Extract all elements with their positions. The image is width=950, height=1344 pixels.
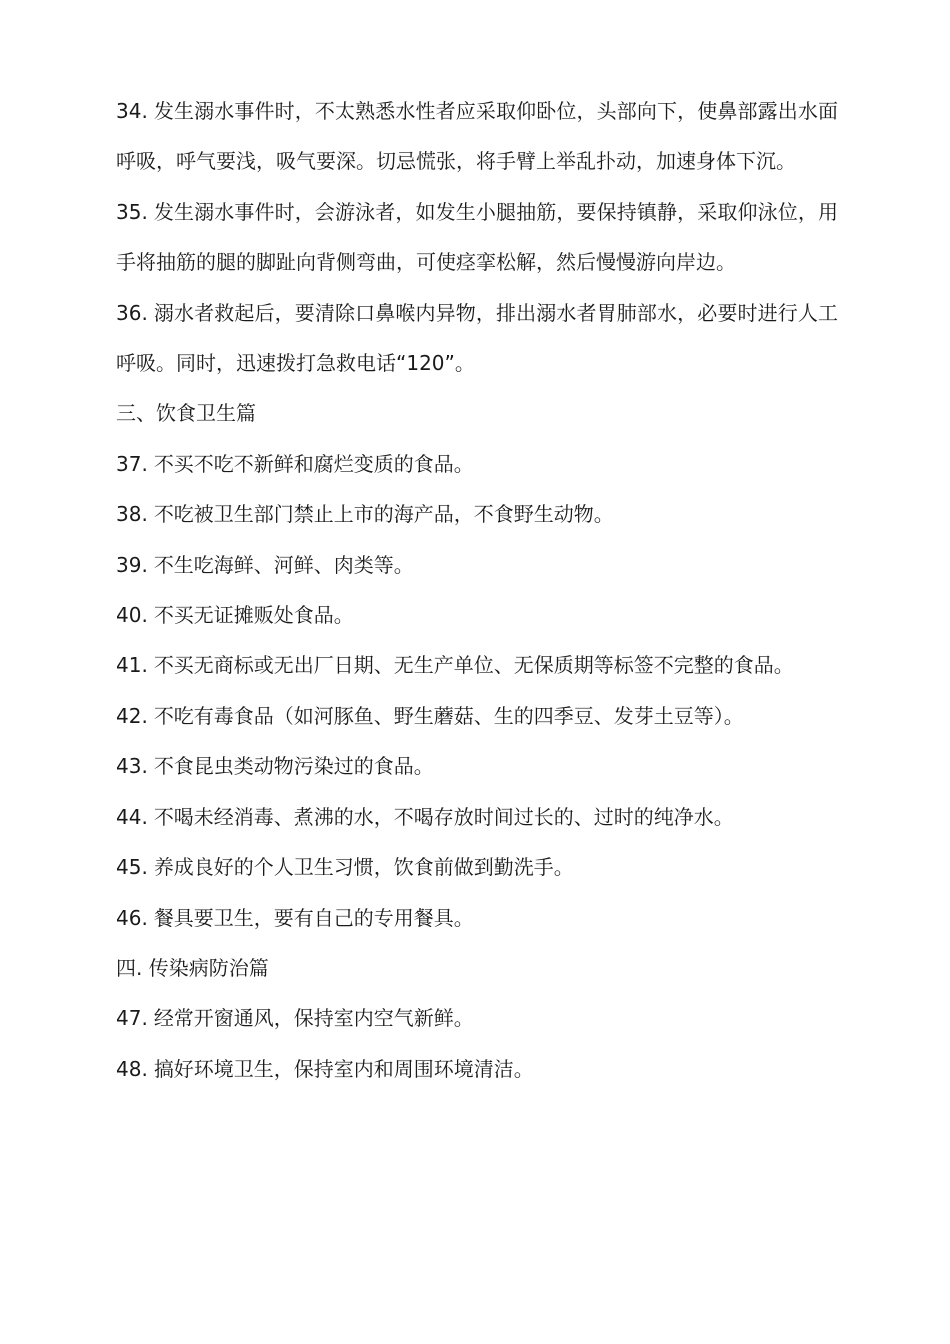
item-35	[116, 187, 838, 288]
item-text: 不买不吃不新鲜和腐烂变质的食品。	[153, 451, 474, 476]
item-text: 养成良好的个人卫生习惯，饮食前做到勤洗手。	[153, 855, 574, 880]
item-44	[116, 792, 838, 842]
section-heading-text: 四. 传染病防治篇	[116, 955, 269, 980]
item-text: 不买无证摊贩处食品。	[153, 603, 354, 628]
item-number: 38.	[116, 502, 148, 527]
item-text: 不买无商标或无出厂日期、无生产单位、无保质期等标签不完整的食品。	[153, 653, 794, 678]
item-text: 餐具要卫生，要有自己的专用餐具。	[153, 905, 474, 930]
item-48	[116, 1044, 838, 1094]
item-40	[116, 590, 838, 640]
section-heading-food-hygiene	[116, 388, 838, 438]
item-45	[116, 842, 838, 892]
item-text: 发生溺水事件时，会游泳者，如发生小腿抽筋，要保持镇静，采取仰泳位，用手将抽筋的腿的脚趾向背侧弯曲，可使痉挛松解，然后慢慢游向岸边。	[116, 199, 838, 275]
item-text: 不吃有毒食品（如河豚鱼、野生蘑菇、生的四季豆、发芽土豆等）。	[153, 703, 744, 728]
item-number: 41.	[116, 653, 148, 678]
item-39	[116, 540, 838, 590]
item-number: 40.	[116, 603, 148, 628]
section-heading-disease-prevention	[116, 943, 838, 993]
item-text: 不生吃海鲜、河鲜、肉类等。	[153, 552, 414, 577]
item-text: 经常开窗通风，保持室内空气新鲜。	[153, 1006, 474, 1031]
item-text: 搞好环境卫生，保持室内和周围环境清洁。	[153, 1056, 534, 1081]
item-number: 46.	[116, 905, 148, 930]
item-text: 不吃被卫生部门禁止上市的海产品，不食野生动物。	[153, 502, 614, 527]
item-text: 溺水者救起后，要清除口鼻喉内异物，排出溺水者胃肺部水，必要时进行人工呼吸。同时，迅速拨打急救电话“120”。	[116, 300, 838, 376]
item-43	[116, 741, 838, 791]
item-text: 不食昆虫类动物污染过的食品。	[153, 754, 434, 779]
item-number: 34.	[116, 99, 148, 123]
item-number: 43.	[116, 754, 148, 779]
item-number: 36.	[116, 300, 148, 325]
item-text: 发生溺水事件时，不太熟悉水性者应采取仰卧位，头部向下，使鼻部露出水面呼吸，呼气要浅，吸气要深。切忌慌张，将手臂上举乱扑动，加速身体下沉。	[116, 99, 838, 174]
item-42	[116, 691, 838, 741]
item-47	[116, 993, 838, 1043]
item-number: 48.	[116, 1056, 148, 1081]
item-number: 39.	[116, 552, 148, 577]
item-number: 44.	[116, 804, 148, 829]
document-body	[116, 86, 838, 1094]
item-46	[116, 893, 838, 943]
item-36	[116, 288, 838, 389]
item-38	[116, 489, 838, 539]
item-34	[116, 86, 838, 187]
section-heading-text: 三、饮食卫生篇	[116, 401, 256, 426]
item-number: 45.	[116, 855, 148, 880]
item-text: 不喝未经消毒、煮沸的水，不喝存放时间过长的、过时的纯净水。	[153, 804, 734, 829]
item-number: 35.	[116, 199, 148, 224]
item-41	[116, 640, 838, 690]
item-number: 42.	[116, 703, 148, 728]
item-37	[116, 439, 838, 489]
item-number: 37.	[116, 451, 148, 476]
item-number: 47.	[116, 1006, 148, 1031]
